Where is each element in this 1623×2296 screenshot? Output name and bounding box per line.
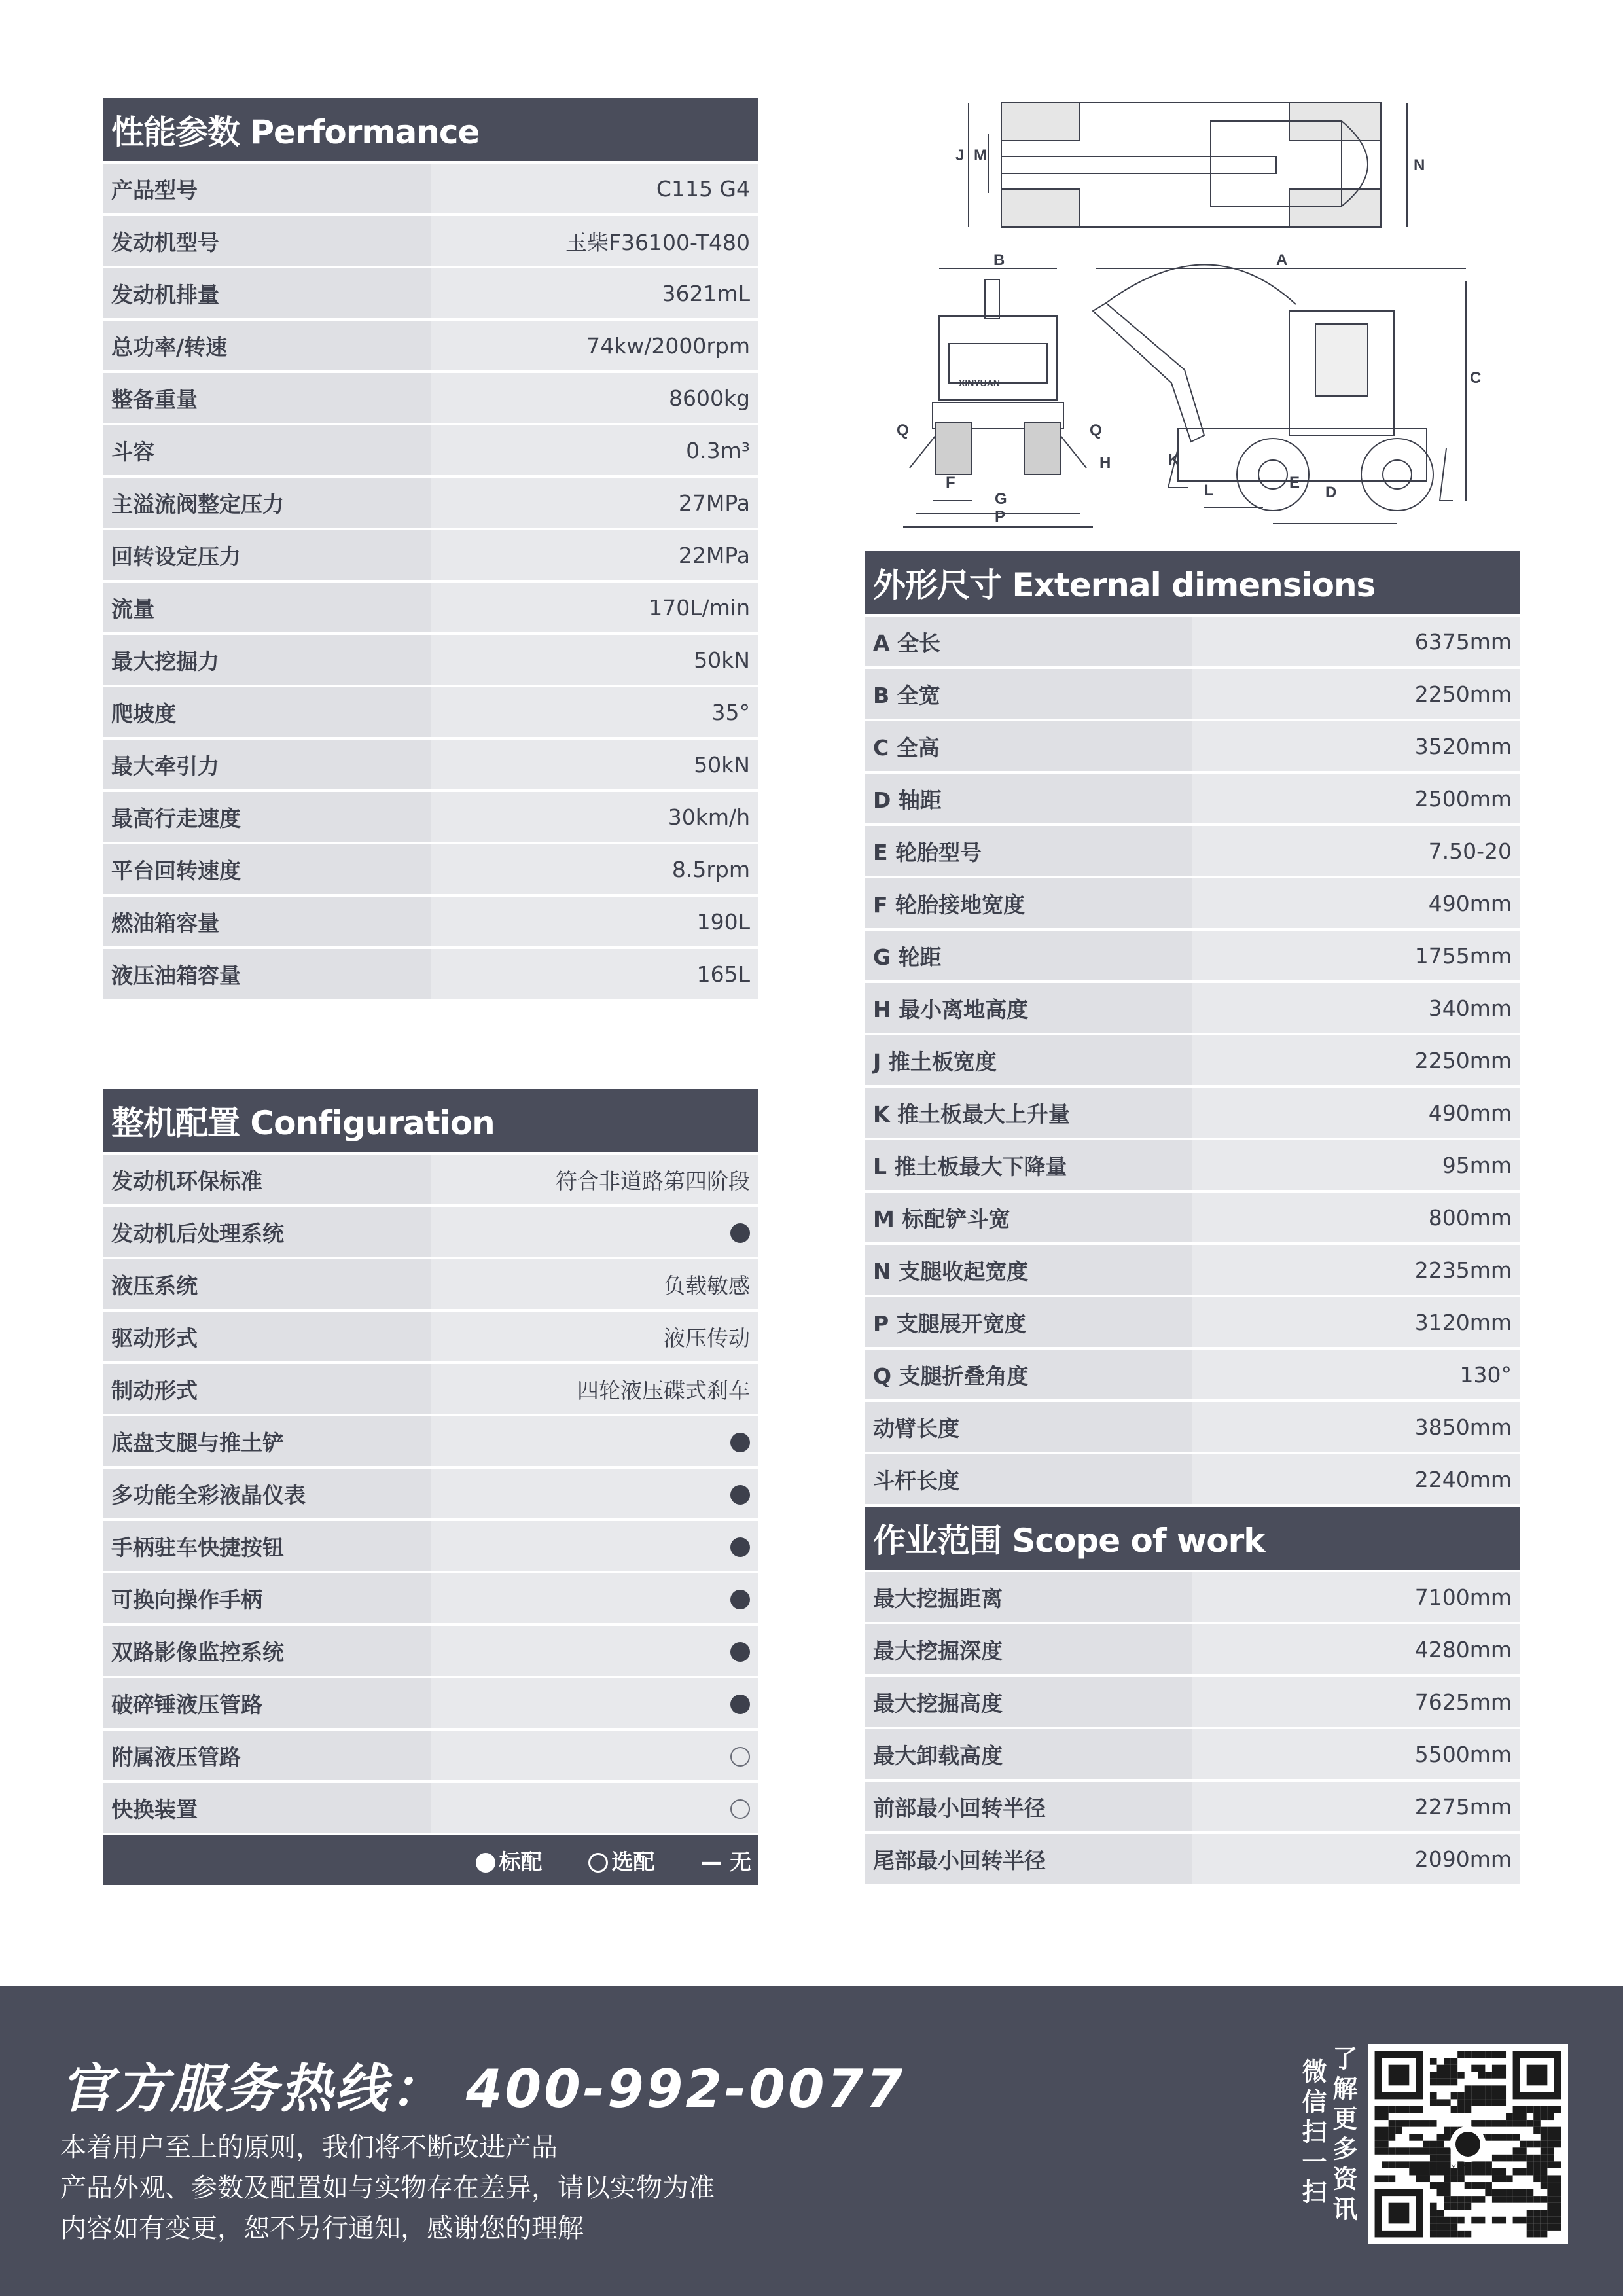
table-row [865, 1624, 1520, 1674]
row-value: 3850mm [1414, 1414, 1512, 1440]
row-label: 驱动形式 [111, 1325, 198, 1351]
table-row [103, 1416, 758, 1466]
row-value: 四轮液压碟式刹车 [577, 1377, 750, 1403]
table-row [103, 164, 758, 213]
table-row [103, 740, 758, 789]
dim-label-d: D [1325, 484, 1337, 501]
legend-standard: 标配 [476, 1845, 543, 1876]
row-value: 340mm [1428, 995, 1512, 1021]
empty-circle-icon [730, 1747, 750, 1767]
row-label: 动臂长度 [873, 1415, 959, 1441]
row-label: P 支腿展开宽度 [873, 1310, 1026, 1336]
dim-label-n: N [1414, 156, 1425, 174]
optional-mark-icon [730, 1795, 758, 1821]
row-label: 发动机环保标准 [111, 1168, 262, 1194]
row-label: 破碎锤液压管路 [111, 1691, 262, 1717]
standard-mark-icon [730, 1638, 758, 1664]
row-label: A 全长 [873, 630, 941, 656]
table-row [865, 774, 1520, 823]
filled-circle-icon [730, 1537, 750, 1557]
qr-logo-icon [1455, 2132, 1480, 2157]
row-label: 燃油箱容量 [111, 910, 219, 936]
table-row [103, 1521, 758, 1571]
row-value: 6375mm [1414, 628, 1512, 655]
row-label: 最大挖掘高度 [873, 1690, 1003, 1716]
service-hotline: 官方服务热线： 400-992-0077 [60, 2058, 905, 2119]
row-label: 发动机后处理系统 [111, 1220, 284, 1246]
table-row [103, 583, 758, 632]
standard-mark-icon [730, 1429, 758, 1454]
row-value: 玉柴F36100-T480 [565, 229, 750, 255]
row-label: 最大挖掘距离 [873, 1585, 1003, 1611]
table-row [865, 931, 1520, 980]
dim-label-p: P [995, 508, 1006, 526]
row-label: G 轮距 [873, 944, 942, 970]
filled-circle-icon [730, 1642, 750, 1662]
row-value: 30km/h [668, 804, 750, 830]
row-label: F 轮胎接地宽度 [873, 891, 1026, 918]
table-row [103, 844, 758, 894]
table-row [865, 1454, 1520, 1504]
performance-title: 性能参数 Performance [103, 98, 758, 161]
filled-circle-icon [730, 1590, 750, 1609]
table-row [103, 268, 758, 318]
row-label: 制动形式 [111, 1377, 198, 1403]
empty-circle-icon [588, 1853, 608, 1873]
row-label: 液压系统 [111, 1272, 198, 1299]
top-view [969, 103, 1407, 227]
row-value: 2250mm [1414, 1047, 1512, 1073]
dim-label-e: E [1289, 474, 1300, 492]
standard-mark-icon [730, 1219, 758, 1245]
row-label: 尾部最小回转半径 [873, 1847, 1046, 1873]
row-label: 液压油箱容量 [111, 962, 241, 988]
table-row [865, 721, 1520, 771]
row-value: 3120mm [1414, 1309, 1512, 1335]
wechat-scan-text: 微信扫一扫 [1298, 2058, 1327, 2209]
table-row [103, 1259, 758, 1309]
row-label: 整备重量 [111, 386, 198, 412]
row-value: 170L/min [649, 594, 750, 620]
configuration-table [103, 1089, 758, 1885]
row-value: 2275mm [1414, 1793, 1512, 1820]
empty-circle-icon [730, 1799, 750, 1819]
table-row [103, 373, 758, 423]
table-row [865, 1140, 1520, 1190]
external-title: 外形尺寸 External dimensions [865, 551, 1520, 614]
row-label: J 推土板宽度 [873, 1049, 997, 1075]
table-row [103, 1364, 758, 1414]
dim-label-q-left: Q [897, 422, 909, 439]
row-label: 爬坡度 [111, 700, 176, 726]
standard-mark-icon [730, 1586, 758, 1611]
row-label: Q 支腿折叠角度 [873, 1363, 1029, 1389]
row-value: 符合非道路第四阶段 [556, 1168, 750, 1194]
table-row [103, 1678, 758, 1728]
row-label: 最大卸载高度 [873, 1742, 1003, 1768]
row-label: 平台回转速度 [111, 857, 241, 884]
table-row [865, 1245, 1520, 1295]
row-value: 8600kg [668, 385, 750, 411]
table-row [103, 1626, 758, 1676]
row-value: 3621mL [662, 280, 750, 306]
dim-label-q-right: Q [1090, 422, 1102, 439]
row-label: E 轮胎型号 [873, 839, 982, 865]
row-value: 2235mm [1414, 1257, 1512, 1283]
row-label: 最大牵引力 [111, 753, 219, 779]
dim-label-c: C [1470, 369, 1482, 387]
excavator-dimension-drawing [897, 95, 1492, 533]
row-value: 0.3m³ [686, 437, 750, 463]
table-row [865, 1088, 1520, 1138]
footer [0, 1986, 1623, 2296]
standard-mark-icon [730, 1481, 758, 1507]
table-row [865, 1729, 1520, 1779]
filled-circle-icon [730, 1695, 750, 1714]
table-row [103, 1573, 758, 1623]
row-label: 斗杆长度 [873, 1467, 959, 1494]
table-row [865, 1782, 1520, 1831]
row-label: 可换向操作手柄 [111, 1587, 262, 1613]
dim-label-k: K [1168, 451, 1180, 469]
dim-label-b: B [993, 251, 1005, 269]
table-row [865, 1834, 1520, 1884]
table-row [865, 1297, 1520, 1347]
configuration-legend [103, 1835, 758, 1885]
table-row [865, 1677, 1520, 1727]
row-value: C115 G4 [656, 175, 750, 202]
wechat-qr-code[interactable] [1368, 2044, 1568, 2244]
standard-mark-icon [730, 1691, 758, 1716]
table-row [103, 478, 758, 528]
row-value: 2500mm [1414, 785, 1512, 812]
row-label: 流量 [111, 596, 154, 622]
row-value: 22MPa [678, 542, 750, 568]
row-value: 27MPa [678, 490, 750, 516]
table-row [865, 983, 1520, 1033]
row-value: 8.5rpm [671, 856, 750, 882]
row-value: 4280mm [1414, 1636, 1512, 1662]
row-value: 95mm [1442, 1152, 1512, 1178]
dim-label-a: A [1276, 251, 1288, 269]
table-row [865, 878, 1520, 928]
scope-title: 作业范围 Scope of work [865, 1507, 1520, 1570]
row-label: 附属液压管路 [111, 1744, 241, 1770]
row-value: 50kN [694, 751, 750, 778]
footer-note-1: 本着用户至上的原则，我们将不断改进产品 [60, 2132, 558, 2162]
row-value: 7100mm [1414, 1584, 1512, 1610]
row-label: 发动机型号 [111, 229, 219, 255]
table-row [103, 897, 758, 946]
table-row [103, 687, 758, 737]
row-label: 产品型号 [111, 177, 198, 203]
table-row [865, 1572, 1520, 1622]
dim-label-l: L [1204, 482, 1214, 499]
row-value: 3520mm [1414, 733, 1512, 759]
dim-label-h: H [1099, 454, 1111, 472]
row-label: N 支腿收起宽度 [873, 1258, 1029, 1284]
row-value: 5500mm [1414, 1741, 1512, 1767]
front-view [903, 268, 1093, 527]
table-row [103, 949, 758, 999]
row-value: 液压传动 [664, 1325, 750, 1351]
row-label: 最高行走速度 [111, 805, 241, 831]
row-label: 总功率/转速 [111, 334, 228, 360]
filled-circle-icon [476, 1853, 495, 1873]
table-row [103, 1312, 758, 1361]
row-value: 165L [696, 961, 750, 987]
table-row [103, 425, 758, 475]
table-row [103, 1207, 758, 1257]
row-value: 130° [1459, 1361, 1512, 1388]
table-row [103, 216, 758, 266]
wechat-info-text: 了解更多资讯 [1329, 2045, 1357, 2226]
row-value: 负载敏感 [664, 1272, 750, 1299]
standard-mark-icon [730, 1534, 758, 1559]
table-row [865, 1035, 1520, 1085]
table-row [103, 792, 758, 842]
row-value: 2240mm [1414, 1466, 1512, 1492]
table-row [865, 1402, 1520, 1452]
table-row [865, 669, 1520, 719]
table-row [865, 826, 1520, 876]
row-label: 底盘支腿与推土铲 [111, 1429, 284, 1456]
qr-logo-text: XINYUAN [1451, 2164, 1485, 2173]
row-value: 490mm [1428, 890, 1512, 916]
dim-label-g: G [995, 490, 1007, 508]
table-row [103, 635, 758, 685]
footer-note-3: 内容如有变更，恕不另行通知，感谢您的理解 [60, 2214, 584, 2244]
table-row [865, 1350, 1520, 1399]
row-label: 手柄驻车快捷按钮 [111, 1534, 284, 1560]
row-label: H 最小离地高度 [873, 996, 1029, 1022]
row-label: 最大挖掘深度 [873, 1638, 1003, 1664]
row-label: 双路影像监控系统 [111, 1639, 284, 1665]
footer-note-2: 产品外观、参数及配置如与实物存在差异，请以实物为准 [60, 2173, 715, 2203]
row-value: 2090mm [1414, 1846, 1512, 1872]
row-value: 190L [696, 908, 750, 935]
row-label: B 全宽 [873, 682, 940, 708]
row-value: 800mm [1428, 1204, 1512, 1230]
row-label: 斗容 [111, 439, 154, 465]
table-row [103, 530, 758, 580]
row-value: 35° [711, 699, 750, 725]
row-label: K 推土板最大上升量 [873, 1101, 1071, 1127]
row-label: L 推土板最大下降量 [873, 1153, 1067, 1179]
row-value: 7.50-20 [1428, 838, 1512, 864]
row-label: 多功能全彩液晶仪表 [111, 1482, 306, 1508]
filled-circle-icon [730, 1223, 750, 1243]
row-label: 快换装置 [111, 1796, 198, 1822]
configuration-title: 整机配置 Configuration [103, 1089, 758, 1152]
optional-mark-icon [730, 1743, 758, 1768]
side-view [1093, 264, 1466, 524]
table-row [103, 321, 758, 370]
drawing-brand: XINYUAN [959, 378, 1001, 388]
row-label: 主溢流阀整定压力 [111, 491, 284, 517]
table-row [103, 1731, 758, 1780]
row-label: 发动机排量 [111, 281, 219, 308]
row-value: 50kN [694, 647, 750, 673]
dim-label-f: F [946, 474, 955, 492]
row-label: M 标配铲斗宽 [873, 1206, 1010, 1232]
row-value: 490mm [1428, 1100, 1512, 1126]
dim-label-m: M [974, 147, 987, 164]
row-value: 7625mm [1414, 1689, 1512, 1715]
table-row [865, 617, 1520, 666]
performance-table [103, 98, 758, 1001]
table-row [865, 1193, 1520, 1242]
row-label: 最大挖掘力 [111, 648, 219, 674]
dim-label-j: J [955, 147, 965, 164]
row-label: 前部最小回转半径 [873, 1795, 1046, 1821]
external-dimensions-table [865, 551, 1520, 1886]
legend-none: — 无 [700, 1848, 751, 1874]
table-row [103, 1469, 758, 1518]
table-row [103, 1783, 758, 1833]
table-row [103, 1155, 758, 1204]
legend-optional: 选配 [588, 1845, 655, 1876]
row-label: D 轴距 [873, 787, 942, 813]
filled-circle-icon [730, 1433, 750, 1452]
row-value: 2250mm [1414, 681, 1512, 707]
row-value: 1755mm [1414, 942, 1512, 969]
row-value: 74kw/2000rpm [586, 332, 750, 359]
filled-circle-icon [730, 1485, 750, 1505]
row-label: 回转设定压力 [111, 543, 241, 569]
row-label: C 全高 [873, 734, 940, 761]
